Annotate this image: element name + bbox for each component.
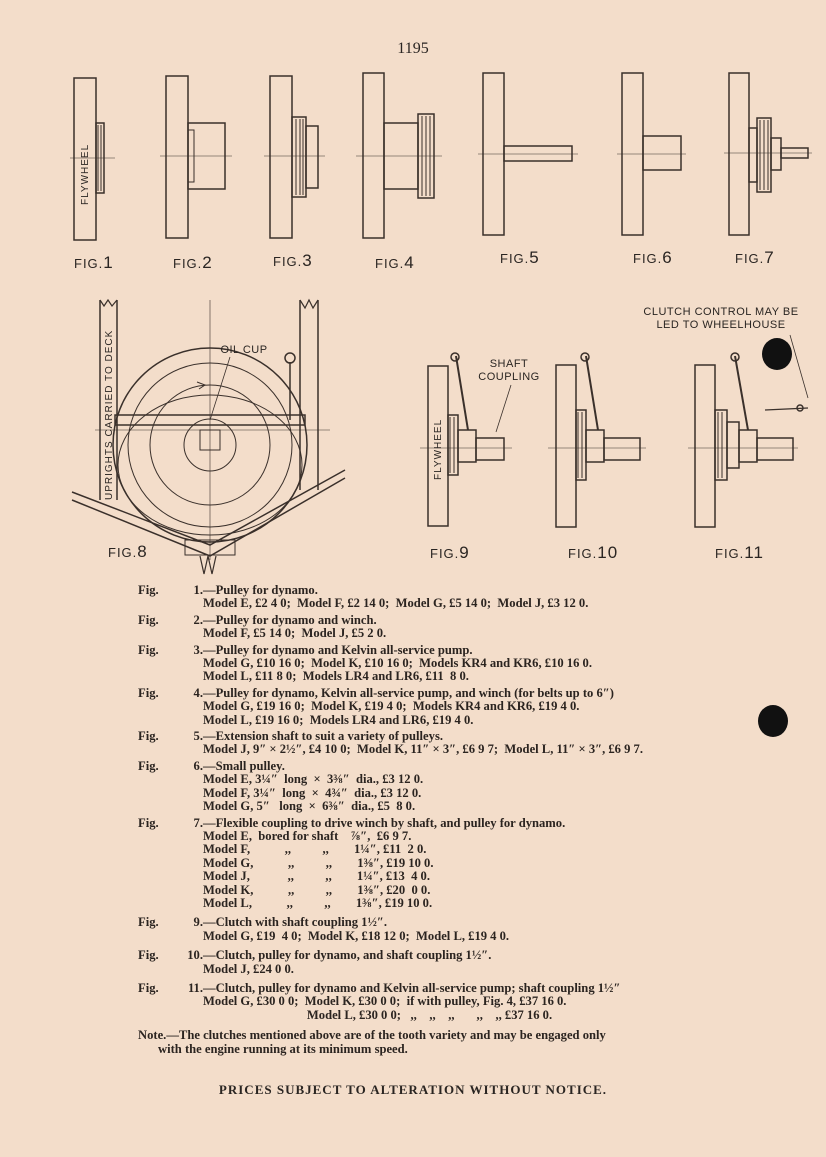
entry-title: —Extension shaft to suit a variety of pulleys.	[203, 729, 443, 744]
flywheel-label-fig1: FLYWHEEL	[80, 143, 91, 205]
entry-title: —Clutch with shaft coupling 1½″.	[203, 915, 387, 930]
fig-8-label: FIG.8	[108, 542, 148, 561]
fig-6-drawing	[617, 73, 686, 235]
entry-fig-2: Fig. 2. —Pulley for dynamo and winch. Model F, £5 14 0; Model J, £5 2 0.	[138, 614, 798, 641]
fig-4-label: FIG.4	[375, 253, 415, 272]
fig-9-label: FIG.9	[430, 543, 470, 562]
fig-7-drawing	[724, 73, 812, 235]
fig-5-drawing	[478, 73, 578, 235]
entry-fig-6: Fig. 6. —Small pulley. Model E, 3¼″ long × 3⅜″ dia., £3 12 0. Model F, 3¼″ long × 4¾″ dia., £3 12 0. Model G, 5″ long × 6⅜″ dia., £5 8 0.	[138, 760, 798, 814]
entry-title: —Clutch, pulley for dynamo and Kelvin all-service pump; shaft coupling 1½″	[203, 980, 621, 995]
entry-fig-9: Fig. 9. —Clutch with shaft coupling 1½″. Model G, £19 4 0; Model K, £18 12 0; Model L, £19 4 0.	[138, 916, 798, 943]
entry-title: —Pulley for dynamo, Kelvin all-service pump, and winch (for belts up to 6″)	[203, 685, 614, 700]
uprights-label: UPRIGHTS CARRIED TO DECK	[104, 329, 115, 500]
entry-line: Model G, £10 16 0; Model K, £10 16 0; Models KR4 and KR6, £10 16 0.	[203, 656, 592, 671]
entry-title: —Pulley for dynamo and Kelvin all-service pump.	[203, 642, 473, 657]
note-text: —The clutches mentioned above are of the tooth variety and may be engaged only	[166, 1028, 606, 1043]
fig-10-label: FIG.10	[568, 543, 619, 562]
entry-line: Model E, bored for shaft ⅞″, £6 9 7.	[203, 828, 412, 843]
entry-title: —Flexible coupling to drive winch by shaft, and pulley for dynamo.	[203, 815, 566, 830]
footer-notice: PRICES SUBJECT TO ALTERATION WITHOUT NOTICE.	[218, 1082, 608, 1097]
entry-line: Model G, £19 16 0; Model K, £19 4 0; Models KR4 and KR6, £19 4 0.	[203, 699, 580, 714]
price-list	[138, 584, 798, 1056]
entry-fig-3: Fig. 3. —Pulley for dynamo and Kelvin all-service pump. Model G, £10 16 0; Model K, £10 16 0; Models KR4 and KR6, £10 16 0. Model L, £11 8 0; Models LR4 and LR6, £11 8 0.	[138, 644, 798, 684]
fig-7-label: FIG.7	[735, 248, 775, 267]
fig-4-drawing	[356, 73, 442, 238]
fig-2-label: FIG.2	[173, 253, 213, 272]
fig-11-drawing	[688, 335, 808, 527]
entry-line: Model L, £30 0 0; ,, ,, ,, ,, ,, £37 16 0.	[203, 1007, 553, 1022]
entry-line: Model K, ,, ,, 1⅜″, £20 0 0.	[203, 882, 431, 897]
entry-line: Model L, ,, ,, 1⅜″, £19 10 0.	[203, 895, 433, 910]
entry-title: —Pulley for dynamo and winch.	[203, 612, 377, 627]
entry-line: Model G, £19 4 0; Model K, £18 12 0; Model L, £19 4 0.	[203, 928, 510, 943]
note-continuation: with the engine running at its minimum speed.	[158, 1041, 408, 1056]
entry-line: Model G, £30 0 0; Model K, £30 0 0; if with pulley, Fig. 4, £37 16 0.	[203, 994, 567, 1009]
fig-3-label: FIG.3	[273, 251, 313, 270]
fig-6-label: FIG.6	[633, 248, 673, 267]
clutch-control-label: CLUTCH CONTROL MAY BE LED TO WHEELHOUSE	[643, 306, 799, 331]
entry-line: Model F, 3¼″ long × 4¾″ dia., £3 12 0.	[203, 785, 422, 800]
entry-title: —Clutch, pulley for dynamo, and shaft coupling 1½″.	[203, 948, 492, 963]
entry-line: Model F, £5 14 0; Model J, £5 2 0.	[203, 626, 387, 641]
note-label: Note.	[138, 1028, 167, 1043]
binder-hole-top	[762, 338, 792, 370]
entry-line: Model E, 3¼″ long × 3⅜″ dia., £3 12 0.	[203, 772, 424, 787]
entry-fig-1: Fig. 1. —Pulley for dynamo. Model E, £2 4 0; Model F, £2 14 0; Model G, £5 14 0; Model J, £3 12 0.	[138, 584, 798, 611]
entry-line: Model E, £2 4 0; Model F, £2 14 0; Model G, £5 14 0; Model J, £3 12 0.	[203, 596, 589, 611]
fig-3-drawing	[264, 76, 325, 238]
entry-line: Model J, £24 0 0.	[203, 961, 294, 976]
shaft-coupling-label: SHAFT COUPLING	[478, 358, 540, 383]
entry-title: —Small pulley.	[203, 758, 285, 773]
entry-fig-7: Fig. 7. —Flexible coupling to drive winch by shaft, and pulley for dynamo. Model E, bored for shaft ⅞″, £6 9 7. Model F, ,, ,, 1¼″, £11 2 0. Model G, ,, ,, 1⅜″, £19 10 0. Model J, ,, ,, 1¼″, £13 4 0. Model K, ,, ,, 1⅜″, £20 0 0. Model L, ,, ,, 1⅜″, £19 10 0.	[138, 817, 798, 911]
entry-fig-4: Fig. 4. —Pulley for dynamo, Kelvin all-service pump, and winch (for belts up to 6″) Model G, £19 16 0; Model K, £19 4 0; Models KR4 and KR6, £19 4 0. Model L, £19 16 0; Models LR4 and LR6, £19 4 0.	[138, 687, 798, 727]
entry-line: Model J, ,, ,, 1¼″, £13 4 0.	[203, 869, 430, 884]
entry-title: —Pulley for dynamo.	[203, 583, 318, 597]
entry-line: Model G, 5″ long × 6⅜″ dia., £5 8 0.	[203, 799, 416, 814]
entry-fig-5: Fig. 5. —Extension shaft to suit a variety of pulleys. Model J, 9″ × 2½″, £4 10 0; Model K, 11″ × 3″, £6 9 7; Model L, 11″ × 3″, £6 9 7.	[138, 730, 798, 757]
entry-line: Model J, 9″ × 2½″, £4 10 0; Model K, 11″ × 3″, £6 9 7; Model L, 11″ × 3″, £6 9 7.	[203, 742, 644, 757]
entry-line: Model L, £11 8 0; Models LR4 and LR6, £11 8 0.	[203, 669, 469, 684]
fig-2-drawing	[160, 76, 232, 238]
entry-line: Model F, ,, ,, 1¼″, £11 2 0.	[203, 842, 427, 857]
fig-1-drawing	[70, 78, 115, 240]
page-number: 1195	[397, 40, 429, 57]
entry-line: Model G, ,, ,, 1⅜″, £19 10 0.	[203, 855, 434, 870]
entry-line: Model L, £19 16 0; Models LR4 and LR6, £19 4 0.	[203, 712, 474, 727]
fig-1-label: FIG.1	[74, 253, 114, 272]
oil-cup-label: OIL CUP	[220, 344, 268, 356]
note	[138, 1029, 798, 1056]
flywheel-label-fig9: FLYWHEEL	[433, 418, 444, 480]
entry-fig-10: Fig. 10. —Clutch, pulley for dynamo, and shaft coupling 1½″. Model J, £24 0 0.	[138, 949, 798, 976]
fig-11-label: FIG.11	[715, 543, 764, 562]
fig-5-label: FIG.5	[500, 248, 540, 267]
entry-fig-11: Fig. 11. —Clutch, pulley for dynamo and Kelvin all-service pump; shaft coupling 1½″ Model G, £30 0 0; Model K, £30 0 0; if with pulley, Fig. 4, £37 16 0. Model L, £30 0 0; ,, ,, ,, ,, ,, £37 16 0.	[138, 982, 798, 1022]
fig-10-drawing	[548, 353, 646, 527]
